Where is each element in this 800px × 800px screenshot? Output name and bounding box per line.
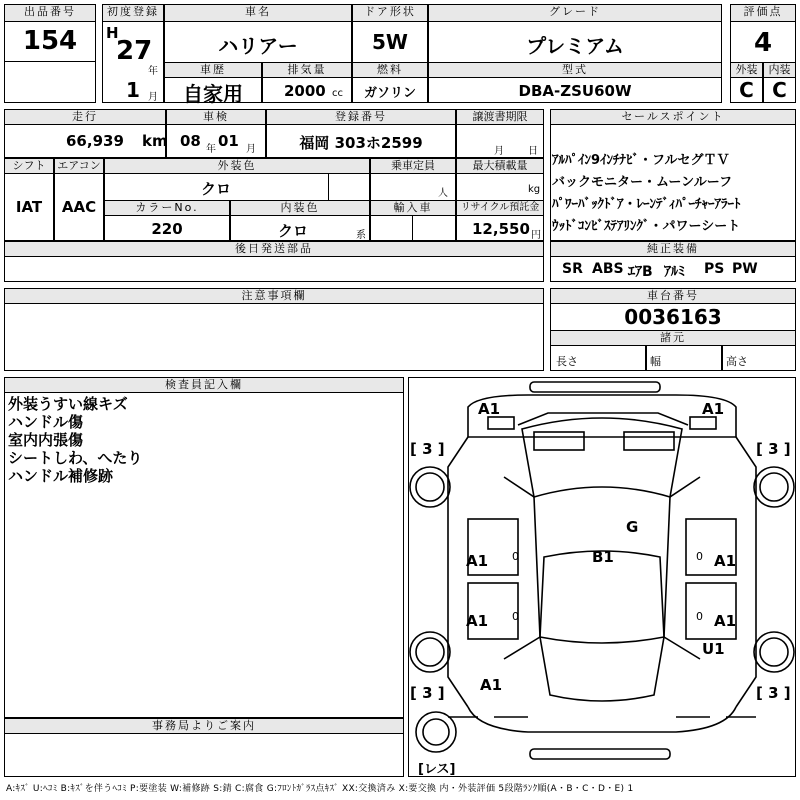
int-color: クロ [277, 222, 308, 240]
max-load-header: 最大積載量 [456, 158, 544, 174]
history-header: 車歴 [164, 62, 262, 78]
grade-header: グレード [428, 4, 722, 22]
inspector-note: ハンドル補修跡 [8, 467, 114, 485]
equipment-item: ABS [592, 261, 624, 277]
inspector-header: 検査員記入欄 [4, 377, 404, 393]
import-divider [412, 215, 456, 241]
lot-number-sub [4, 61, 96, 103]
ac-header: エアコン [54, 158, 104, 174]
damage-mark: A1 [478, 400, 501, 418]
ext-color: クロ [200, 180, 231, 198]
later-parts-cell [4, 256, 544, 282]
zero-mark: 0 [696, 550, 703, 563]
model-header: 型式 [428, 62, 722, 78]
fuel: ガソリン [363, 86, 416, 101]
legend: A:ｷｽﾞ U:ﾍｺﾐ B:ｷｽﾞを伴うﾍｺﾐ P:要塗装 W:補修跡 S:錆 C:腐食 G:ﾌﾛﾝﾄｶﾞﾗｽ点ｷｽﾞ XX:交換済み X:要交換 内・外装評価 5段階ﾗﾝｸ順(A・B・C・D・E) 1 [6, 784, 634, 794]
ac: AAC [61, 198, 97, 216]
dims-header: 諸元 [550, 330, 796, 346]
damage-mark: A1 [466, 612, 489, 630]
recycle: 12,550 [472, 220, 530, 238]
zero-mark: 0 [696, 610, 703, 623]
capacity-unit: 人 [438, 188, 448, 199]
era: H [106, 24, 119, 42]
recycle-unit: 円 [531, 230, 541, 241]
spare-tire-mark: [レス] [418, 762, 456, 777]
later-parts-header: 後日発送部品 [4, 241, 544, 257]
import-header: 輸入車 [370, 200, 456, 216]
tire-mark: [ 3 ] [410, 440, 445, 458]
zero-mark: 0 [512, 610, 519, 623]
car-name-header: 車名 [164, 4, 352, 22]
color-no: 220 [151, 220, 183, 238]
inspection-header: 車検 [166, 109, 266, 125]
exterior-grade: C [739, 78, 754, 102]
score: 4 [753, 28, 773, 58]
int-color-unit: 系 [356, 230, 366, 241]
car-diagram [408, 377, 796, 777]
equipment-item: PW [732, 261, 758, 277]
model: DBA-ZSU60W [518, 82, 632, 100]
shift: IAT [15, 198, 43, 216]
equipment-item: ｴｱB [628, 264, 653, 280]
length-label: 長さ [556, 355, 578, 368]
inspector-note: ハンドル傷 [8, 413, 84, 431]
transfer-header: 譲渡書期限 [456, 109, 544, 125]
plate: 福岡 303ホ2599 [299, 134, 423, 152]
inspection-year: 08 [180, 132, 201, 150]
reg-year: 27 [116, 36, 153, 66]
tire-mark: [ 3 ] [410, 684, 445, 702]
damage-mark: U1 [702, 640, 725, 658]
door-header: ドア形状 [352, 4, 428, 22]
equipment-header: 純正装備 [550, 241, 796, 257]
interior-grade: C [772, 78, 787, 102]
inspection-year-unit: 年 [206, 144, 216, 155]
damage-mark: G [626, 518, 639, 536]
sales-point-line: ｳｯﾄﾞｺﾝﾋﾞｽﾃｱﾘﾝｸﾞ・パワーシート [552, 219, 741, 234]
equipment-item: ｱﾙﾐ [664, 264, 685, 280]
damage-mark: A1 [702, 400, 725, 418]
capacity-header: 乗車定員 [370, 158, 456, 174]
ext-color-divider [328, 173, 370, 201]
sales-points-header: セールスポイント [550, 109, 796, 125]
chassis-number: 0036163 [624, 305, 722, 329]
inspection-month-unit: 月 [246, 144, 256, 155]
sales-point-line: ｱﾙﾊﾟｲﾝ9ｲﾝﾁﾅﾋﾞ・フルセグＴＶ [552, 153, 730, 168]
reg-year-unit: 年 [148, 66, 158, 77]
grade: プレミアム [526, 34, 624, 58]
damage-mark: A1 [466, 552, 489, 570]
sales-point-line: バックモニター・ムーンルーフ [552, 175, 733, 190]
reg-month-unit: 月 [148, 92, 158, 103]
chassis-header: 車台番号 [550, 288, 796, 304]
ext-color-header: 外装色 [104, 158, 370, 174]
zero-mark: 0 [512, 550, 519, 563]
car-name: ハリアー [218, 34, 298, 58]
door: 5W [372, 30, 408, 54]
displacement-unit: cc [332, 88, 343, 99]
max-load-unit: kg [528, 184, 541, 195]
notes-cell [4, 303, 544, 371]
reg-month: 1 [126, 78, 140, 102]
int-color-header: 内装色 [230, 200, 370, 216]
shift-header: シフト [4, 158, 54, 174]
damage-mark: A1 [714, 552, 737, 570]
width-label: 幅 [650, 355, 661, 368]
equipment-item: SR [562, 261, 583, 277]
transfer-day-unit: 日 [528, 146, 538, 157]
interior-grade-header: 内装 [763, 62, 796, 78]
transfer-month-unit: 月 [494, 146, 504, 157]
damage-mark: A1 [714, 612, 737, 630]
recycle-header: リサイクル預託金 [456, 200, 544, 216]
equipment-item: PS [704, 261, 725, 277]
inspector-note: シートしわ、へたり [8, 449, 143, 467]
fuel-header: 燃料 [352, 62, 428, 78]
lot-number: 154 [22, 26, 78, 56]
lot-number-header: 出品番号 [4, 4, 96, 22]
tire-mark: [ 3 ] [756, 440, 791, 458]
score-header: 評価点 [730, 4, 796, 22]
damage-mark: A1 [480, 676, 503, 694]
tire-mark: [ 3 ] [756, 684, 791, 702]
mileage-header: 走行 [4, 109, 166, 125]
exterior-grade-header: 外装 [730, 62, 763, 78]
sales-point-line: ﾊﾟﾜｰﾊﾞｯｸﾄﾞｱ・ﾚｰﾝﾃﾞｨﾊﾟｰﾁｬｰｱﾗｰﾄ [552, 197, 741, 212]
color-no-header: カラーNo. [104, 200, 230, 216]
height-label: 高さ [726, 355, 748, 368]
notes-header: 注意事項欄 [4, 288, 544, 304]
mileage: 66,939 [66, 132, 124, 150]
displacement-header: 排気量 [262, 62, 352, 78]
history: 自家用 [183, 82, 243, 106]
inspector-note: 外装うすい線キズ [8, 395, 128, 413]
inspection-month: 01 [218, 132, 239, 150]
office-cell [4, 733, 404, 777]
office-header: 事務局よりご案内 [4, 718, 404, 734]
plate-header: 登録番号 [266, 109, 456, 125]
inspector-note: 室内内張傷 [8, 431, 84, 449]
mileage-unit: km [142, 132, 168, 150]
displacement: 2000 [284, 82, 326, 100]
damage-mark: B1 [592, 548, 614, 566]
first-reg-header: 初度登録 [102, 4, 164, 22]
